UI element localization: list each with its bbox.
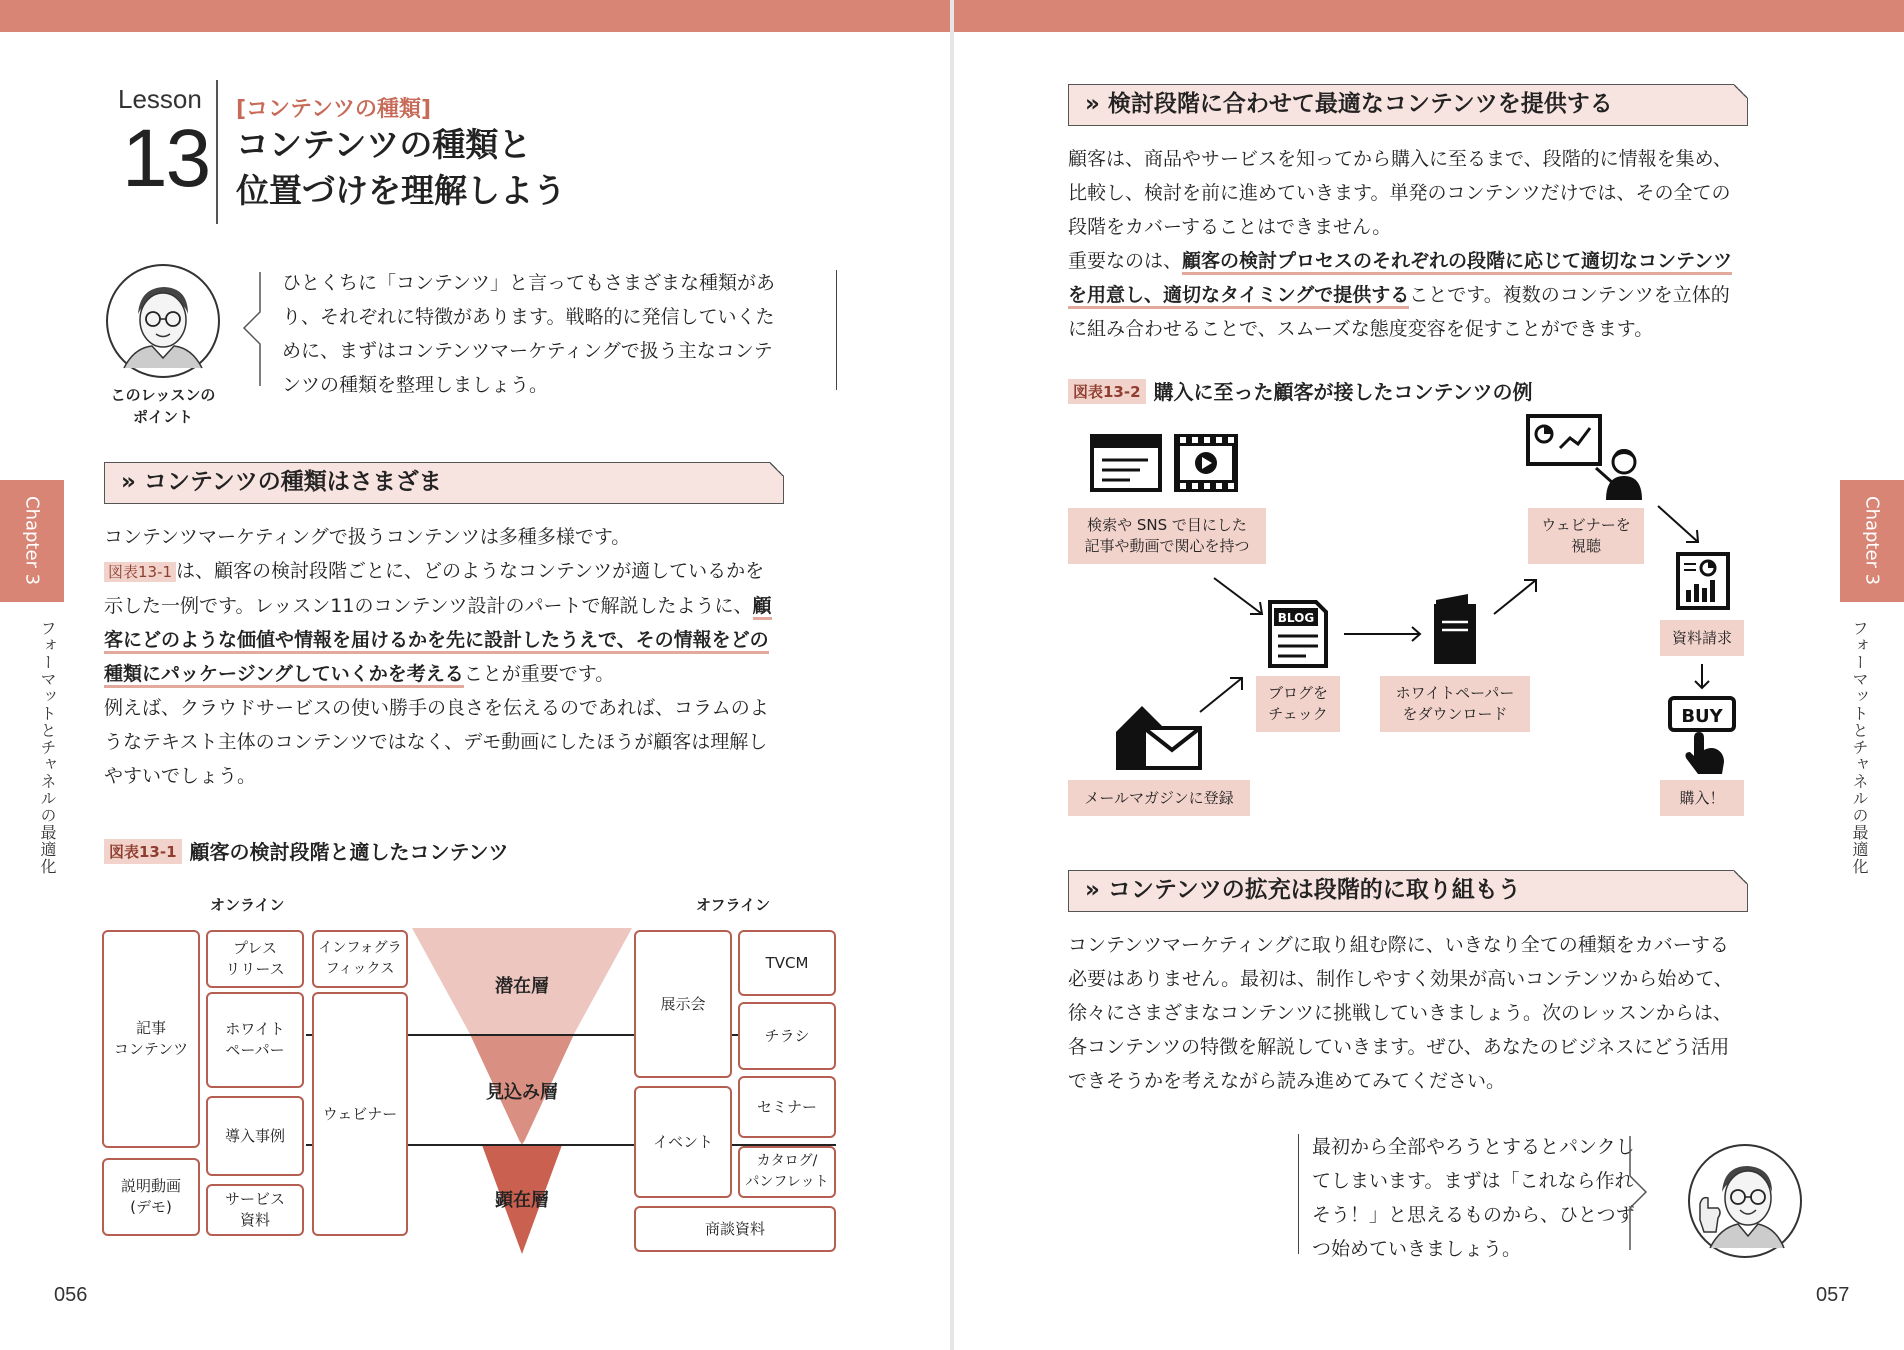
fig-ref-13-1: 図表13-1 bbox=[104, 562, 176, 582]
section-heading-stage-content: » 検討段階に合わせて最適なコンテンツを提供する bbox=[1068, 84, 1748, 126]
box-tvcm: TVCM bbox=[738, 930, 836, 996]
lesson-title-line1: コンテンツの種類と bbox=[236, 125, 532, 164]
whitepaper-icon bbox=[1430, 592, 1480, 666]
book-spine bbox=[950, 0, 954, 1350]
funnel-prospect: 見込み層 bbox=[486, 1082, 558, 1103]
mail-icon bbox=[1114, 702, 1204, 772]
online-label: オンライン bbox=[210, 896, 285, 914]
browser-icon bbox=[1090, 434, 1162, 492]
lesson-title-line2: 位置づけを理解しよう bbox=[236, 171, 566, 210]
left-section-body: コンテンツマーケティングで扱うコンテンツは多種多様です。 図表13-1 は、顧客の検討段階ごとに、どのようなコンテンツが適しているかを 示した一例です。レッスン11のコンテンツ設計のパートで解説したように、顧 客にどのような価値や情報を届けるかを先に設計したうえで、その情報をどの 種類にパッケージングしていくかを考えることが重要です。 例えば、クラウドサービスの使い勝手の良さを伝えるのであれば、コラムのよ うなテキスト主体のコンテンツではなく、デモ動画にしたほうが顧客は理解し やすいでしょう。 bbox=[104, 526, 772, 787]
point-right-rule bbox=[836, 270, 837, 390]
right-section1-body: 顧客は、商品やサービスを知ってから購入に至るまで、段階的に情報を集め、 比較し、検討を前に進めていきます。単発のコンテンツだけでは、その全ての 段階をカバーすることはできません。 重要なのは、顧客の検討プロセスのそれぞれの段階に応じて適切なコンテンツ を用意し、適切なタイミングで提供することです。複数のコンテンツを立体的 に組み合わせることで、スムーズな態度変容を促すことができます。 bbox=[1068, 148, 1733, 340]
top-bar-left bbox=[0, 0, 950, 32]
figure2-title: 図表13-2 購入に至った顧客が接したコンテンツの例 bbox=[1068, 376, 1533, 405]
box-whitepaper: ホワイト ペーパー bbox=[206, 992, 304, 1088]
funnel-active: 顕在層 bbox=[495, 1190, 549, 1211]
page-number-right: 057 bbox=[1816, 1284, 1850, 1306]
section-heading-content-types: » コンテンツの種類はさまざま bbox=[104, 462, 784, 504]
step-check-blog: ブログを チェック bbox=[1256, 676, 1340, 732]
buy-button-icon bbox=[1668, 696, 1738, 776]
lesson-tag: [コンテンツの種類] bbox=[236, 97, 432, 122]
arrow-to-webinar bbox=[1490, 574, 1542, 618]
box-event: イベント bbox=[634, 1086, 732, 1198]
offline-label: オフライン bbox=[696, 896, 771, 914]
arrow-to-request bbox=[1654, 502, 1704, 548]
figure1-title: 図表13-1 顧客の検討段階と適したコンテンツ bbox=[104, 836, 509, 865]
webinar-presenter-icon bbox=[1526, 414, 1644, 502]
box-service-doc: サービス 資料 bbox=[206, 1184, 304, 1236]
lesson-number: 13 bbox=[122, 113, 210, 204]
right-section2-body: コンテンツマーケティングに取り組む際に、いきなり全ての種類をカバーする 必要はありません。最初は、制作しやすく効果が高いコンテンツから始めて、 徐々にさまざまなコンテンツに挑戦していきましょう。次のレッスンからは、 各コンテンツの特徴を解説していきます。ぜひ、あなたのビジネスにどう活用 できそうかを考えながら読み進めてみてください。 bbox=[1068, 934, 1733, 1092]
author-avatar bbox=[104, 262, 222, 384]
advice-text: 最初から全部やろうとするとパンクし てしまいます。まずは「これなら作れ そう！」と思えるものから、ひとつず つ始めていきましょう。 bbox=[1312, 1136, 1635, 1260]
box-webinar: ウェビナー bbox=[312, 992, 408, 1236]
box-expo: 展示会 bbox=[634, 930, 732, 1078]
blog-icon bbox=[1266, 598, 1330, 670]
svg-text:BLOG: BLOG bbox=[1277, 611, 1315, 625]
top-bar-right bbox=[954, 0, 1904, 32]
point-caption: このレッスンの ポイント bbox=[110, 386, 216, 426]
arrow-blog-to-whitepaper bbox=[1342, 624, 1426, 644]
svg-text:BUY: BUY bbox=[1681, 706, 1723, 727]
advice-speech-bracket bbox=[1626, 1134, 1650, 1254]
box-case-study: 導入事例 bbox=[206, 1096, 304, 1176]
chapter-subtitle-left: フォーマットとチャネルの最適化 bbox=[38, 620, 57, 875]
box-sales-doc: 商談資料 bbox=[634, 1206, 836, 1252]
speech-bracket bbox=[240, 270, 264, 390]
box-infographic: インフォグラ フィックス bbox=[312, 930, 408, 988]
lesson-label: Lesson bbox=[118, 84, 202, 114]
box-flyer: チラシ bbox=[738, 1002, 836, 1070]
box-seminar: セミナー bbox=[738, 1076, 836, 1138]
step-request-doc: 資料請求 bbox=[1660, 620, 1744, 656]
author-avatar-thumbsup bbox=[1686, 1142, 1804, 1264]
arrow-to-blog-top bbox=[1210, 574, 1270, 620]
advice-left-rule bbox=[1298, 1134, 1299, 1254]
step-search-interest: 検索や SNS で目にした 記事や動画で関心を持つ bbox=[1068, 508, 1266, 564]
step-download-whitepaper: ホワイトペーパー をダウンロード bbox=[1380, 676, 1530, 732]
document-chart-icon bbox=[1676, 552, 1730, 610]
chapter-tab-right: Chapter 3 bbox=[1840, 480, 1904, 602]
box-demo-video: 説明動画 (デモ) bbox=[102, 1158, 200, 1236]
arrow-to-buy bbox=[1692, 662, 1712, 692]
box-article-content: 記事 コンテンツ bbox=[102, 930, 200, 1148]
section-heading-gradual-expansion: » コンテンツの拡充は段階的に取り組もう bbox=[1068, 870, 1748, 912]
box-catalog: カタログ/ パンフレット bbox=[738, 1146, 836, 1198]
step-newsletter: メールマガジンに登録 bbox=[1068, 780, 1250, 816]
page-number-left: 056 bbox=[54, 1284, 88, 1306]
title-divider bbox=[216, 80, 218, 224]
step-watch-webinar: ウェビナーを 視聴 bbox=[1528, 508, 1644, 564]
chapter-subtitle-right: フォーマットとチャネルの最適化 bbox=[1850, 620, 1869, 875]
box-press-release: プレス リリース bbox=[206, 930, 304, 988]
step-purchase: 購入！ bbox=[1660, 780, 1744, 816]
video-icon bbox=[1172, 432, 1240, 494]
funnel-latent: 潜在層 bbox=[495, 976, 549, 997]
point-text: ひとくちに「コンテンツ」と言ってもさまざまな種類があ り、それぞれに特徴があります。戦略的に発信していくた めに、まずはコンテンツマーケティングで扱う主なコンテ ンツの種類を整理しましょう。 bbox=[282, 272, 776, 396]
chapter-tab-left: Chapter 3 bbox=[0, 480, 64, 602]
